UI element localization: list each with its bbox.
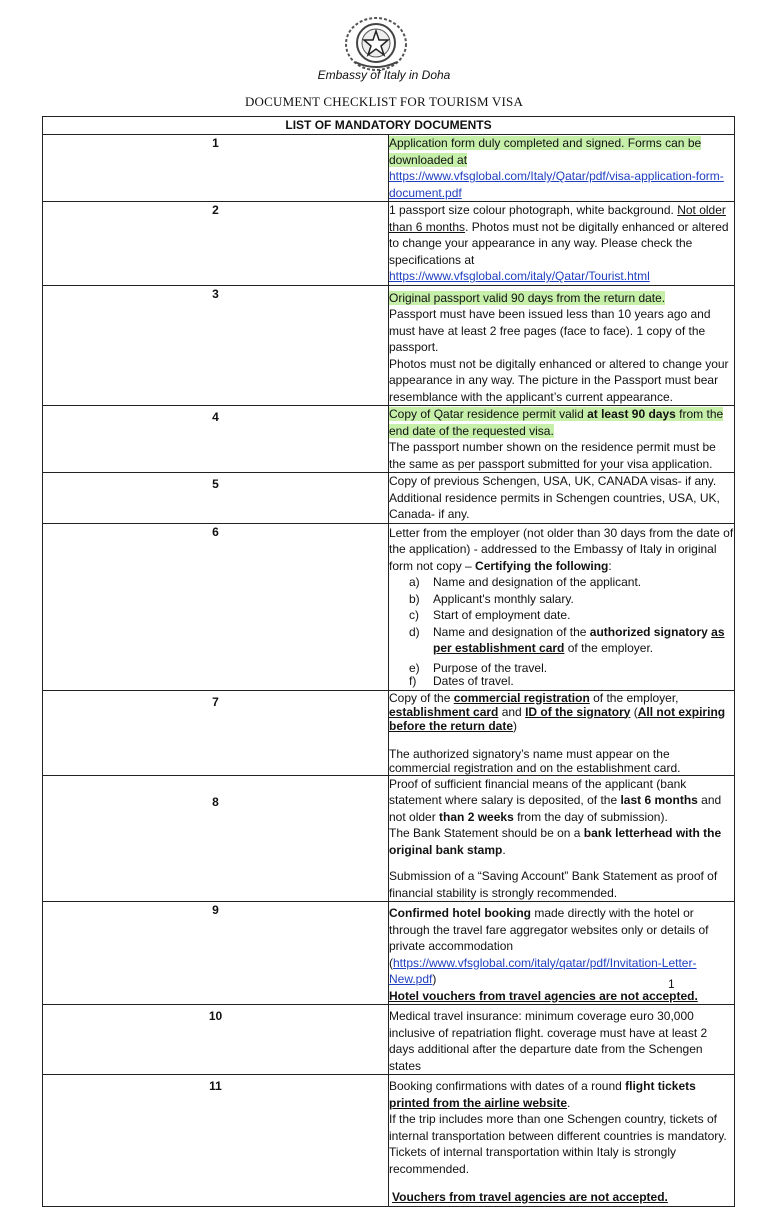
bold-underlined-text: Vouchers from travel agencies are not accepted. — [392, 1190, 668, 1204]
highlighted-text: Original passport valid 90 days from the return date. — [389, 290, 666, 305]
table-row — [43, 135, 735, 202]
row-text: 1 passport size colour photograph, white background. — [389, 203, 678, 217]
table-row — [43, 902, 735, 1005]
row-text: Booking confirmations with dates of a round — [389, 1079, 626, 1093]
row-number: 8 — [43, 775, 389, 902]
page-number: 1 — [668, 977, 675, 991]
row-text: : — [608, 558, 612, 573]
row-content — [389, 690, 735, 775]
row-text: Submission of a “Saving Account” Bank Statement as proof of financial stability is strongly recommended. — [389, 869, 718, 900]
list-item-text: Applicant's monthly salary. — [433, 591, 574, 606]
row-content — [389, 202, 735, 286]
bold-underlined-text: ID of the signatory — [525, 704, 631, 719]
row-number: 1 — [43, 135, 389, 202]
row-text: The authorized signatory’s name must appear on the commercial registration and on the establishment card. — [389, 746, 681, 775]
row-text: Proof of sufficient financial means of the applicant (bank statement where salary is deposited, of the — [389, 776, 687, 807]
table-row — [43, 285, 735, 406]
list-marker: f) — [409, 674, 417, 688]
list-item-text: Dates of travel. — [433, 674, 514, 688]
row-number: 6 — [43, 523, 389, 690]
table-row — [43, 775, 735, 902]
list-item-text — [433, 624, 734, 657]
row-text: If the trip includes more than one Schengen country, tickets of internal transportation between different countries is mandatory. Tickets of internal transportation within Italy is strongly recommended. — [389, 1112, 727, 1176]
row-number: 2 — [43, 202, 389, 286]
bold-text: at least 90 days — [587, 407, 676, 421]
bold-underlined-text: Hotel vouchers from travel agencies are not accepted. — [389, 988, 698, 1003]
row-text — [389, 825, 734, 858]
row-content — [389, 1075, 735, 1207]
list-item — [409, 591, 734, 608]
bold-underlined-text: printed from the airline website — [389, 1095, 568, 1110]
row-text: from the day of submission). — [513, 809, 668, 824]
list-marker: b) — [409, 591, 420, 606]
row-text: ) — [432, 972, 437, 986]
row-number: 3 — [43, 285, 389, 406]
row-text: Name and designation of the — [433, 624, 590, 639]
list-item-text: Start of employment date. — [433, 608, 571, 622]
row-text: Copy of previous Schengen, USA, UK, CANADA visas- if any. — [389, 474, 717, 488]
bold-underlined-text: commercial registration — [453, 690, 590, 705]
row-number: 7 — [43, 690, 389, 775]
row-text: Additional residence permits in Schengen countries, USA, UK, Canada- if any. — [389, 490, 720, 521]
page-title: DOCUMENT CHECKLIST FOR TOURISM VISA — [244, 94, 524, 109]
row-text: made directly with the hotel or through the travel fare aggregator websites only or details of private accommodation ( — [389, 906, 709, 970]
bold-text: last 6 months — [620, 793, 698, 807]
list-marker: d) — [409, 624, 420, 639]
row-number: 9 — [43, 902, 389, 1005]
photo-specifications-link[interactable]: https://www.vfsglobal.com/italy/Qatar/Tourist.html — [389, 269, 650, 283]
row-text: Photos must not be digitally enhanced or altered to change your appearance in any way. The picture in the Passport must bear resemblance with the applicant’s current appearance. — [389, 356, 729, 404]
list-marker: e) — [409, 660, 420, 675]
row-content — [389, 473, 735, 524]
table-row — [43, 406, 735, 473]
list-item-text: Name and designation of the applicant. — [433, 575, 642, 589]
list-item — [409, 574, 734, 591]
row-text: The Bank Statement should be on a — [389, 826, 584, 840]
table-row — [43, 473, 735, 524]
requirements-list — [389, 574, 734, 690]
bold-text: authorized signatory — [589, 624, 708, 639]
row-text: Letter from the employer (not older than 30 days from the date of the application) - addressed to the Embassy of Italy in original form not copy – — [389, 525, 734, 573]
invitation-letter-link[interactable]: https://www.vfsglobal.com/italy/qatar/pdf/Invitation-Letter-New.pdf — [389, 955, 697, 986]
row-number: 11 — [43, 1075, 389, 1207]
row-text: of the employer, — [589, 690, 679, 705]
row-text: . — [567, 1095, 571, 1110]
bold-underlined-text: as per establishment card — [433, 624, 725, 655]
table-row — [43, 1005, 735, 1075]
italian-emblem-icon — [343, 16, 409, 72]
list-item — [409, 607, 734, 624]
row-text: ) — [513, 718, 518, 733]
row-text: and not older — [389, 793, 722, 824]
table-row — [43, 202, 735, 286]
row-text: The passport number shown on the residence permit must be the same as per passport submitted for your visa application. — [389, 440, 716, 471]
row-content — [389, 285, 735, 406]
bold-text: Confirmed hotel booking — [389, 906, 531, 920]
row-number: 5 — [43, 473, 389, 524]
bold-underlined-text: establishment card — [389, 704, 499, 719]
row-number: 10 — [43, 1005, 389, 1075]
table-row — [43, 690, 735, 775]
row-content — [389, 902, 735, 1005]
row-text: . Photos must not be digitally enhanced or altered to change your appearance in any way. Please check the specifications at — [389, 219, 729, 267]
row-text: and — [498, 704, 526, 719]
table-row — [43, 523, 735, 690]
row-text: Copy of Qatar residence permit valid — [389, 407, 588, 421]
highlighted-text — [389, 407, 723, 438]
row-text: Passport must have been issued less than 10 years ago and must have at least 2 free pages (face to face). 1 copy of the passport. — [389, 307, 711, 354]
table-row — [43, 1075, 735, 1207]
row-text: of the employer. — [564, 641, 654, 655]
bold-text: than 2 weeks — [439, 809, 514, 824]
table-header-row — [43, 117, 735, 135]
row-text: Medical travel insurance: minimum coverage euro 30,000 inclusive of repatriation flight. coverage must have at least 2 days additional after the departure date from the Schengen states — [389, 1009, 708, 1073]
list-item-text: Purpose of the travel. — [433, 660, 548, 675]
row-content — [389, 1005, 735, 1075]
underlined-text: Not older than 6 months — [389, 203, 726, 234]
row-content — [389, 135, 735, 202]
list-item — [409, 673, 734, 690]
row-text: ( — [630, 704, 638, 719]
row-content — [389, 406, 735, 473]
list-marker: c) — [409, 608, 419, 622]
bold-text: flight tickets — [625, 1079, 696, 1093]
row-number: 4 — [43, 406, 389, 473]
list-marker: a) — [409, 575, 420, 589]
table-heading: LIST OF MANDATORY DOCUMENTS — [43, 117, 735, 135]
highlighted-text: Application form duly completed and signed. Forms can be downloaded at — [389, 136, 702, 167]
row-text: from the end date of the requested visa. — [389, 407, 724, 438]
application-form-link[interactable]: https://www.vfsglobal.com/Italy/Qatar/pdf/visa-application-form-document.pdf — [389, 169, 724, 200]
bold-underlined-text: All not expiring before the return date — [389, 704, 726, 733]
embassy-name: Embassy of Italy in Doha — [317, 68, 451, 82]
bold-text: Certifying the following — [475, 558, 609, 573]
row-content — [389, 775, 735, 902]
checklist-table — [42, 116, 735, 1207]
row-content — [389, 523, 735, 690]
row-text: Copy of the — [389, 690, 454, 705]
bold-text: bank letterhead with the original bank stamp — [389, 826, 722, 857]
list-item — [409, 624, 734, 657]
row-text: . — [502, 842, 506, 857]
